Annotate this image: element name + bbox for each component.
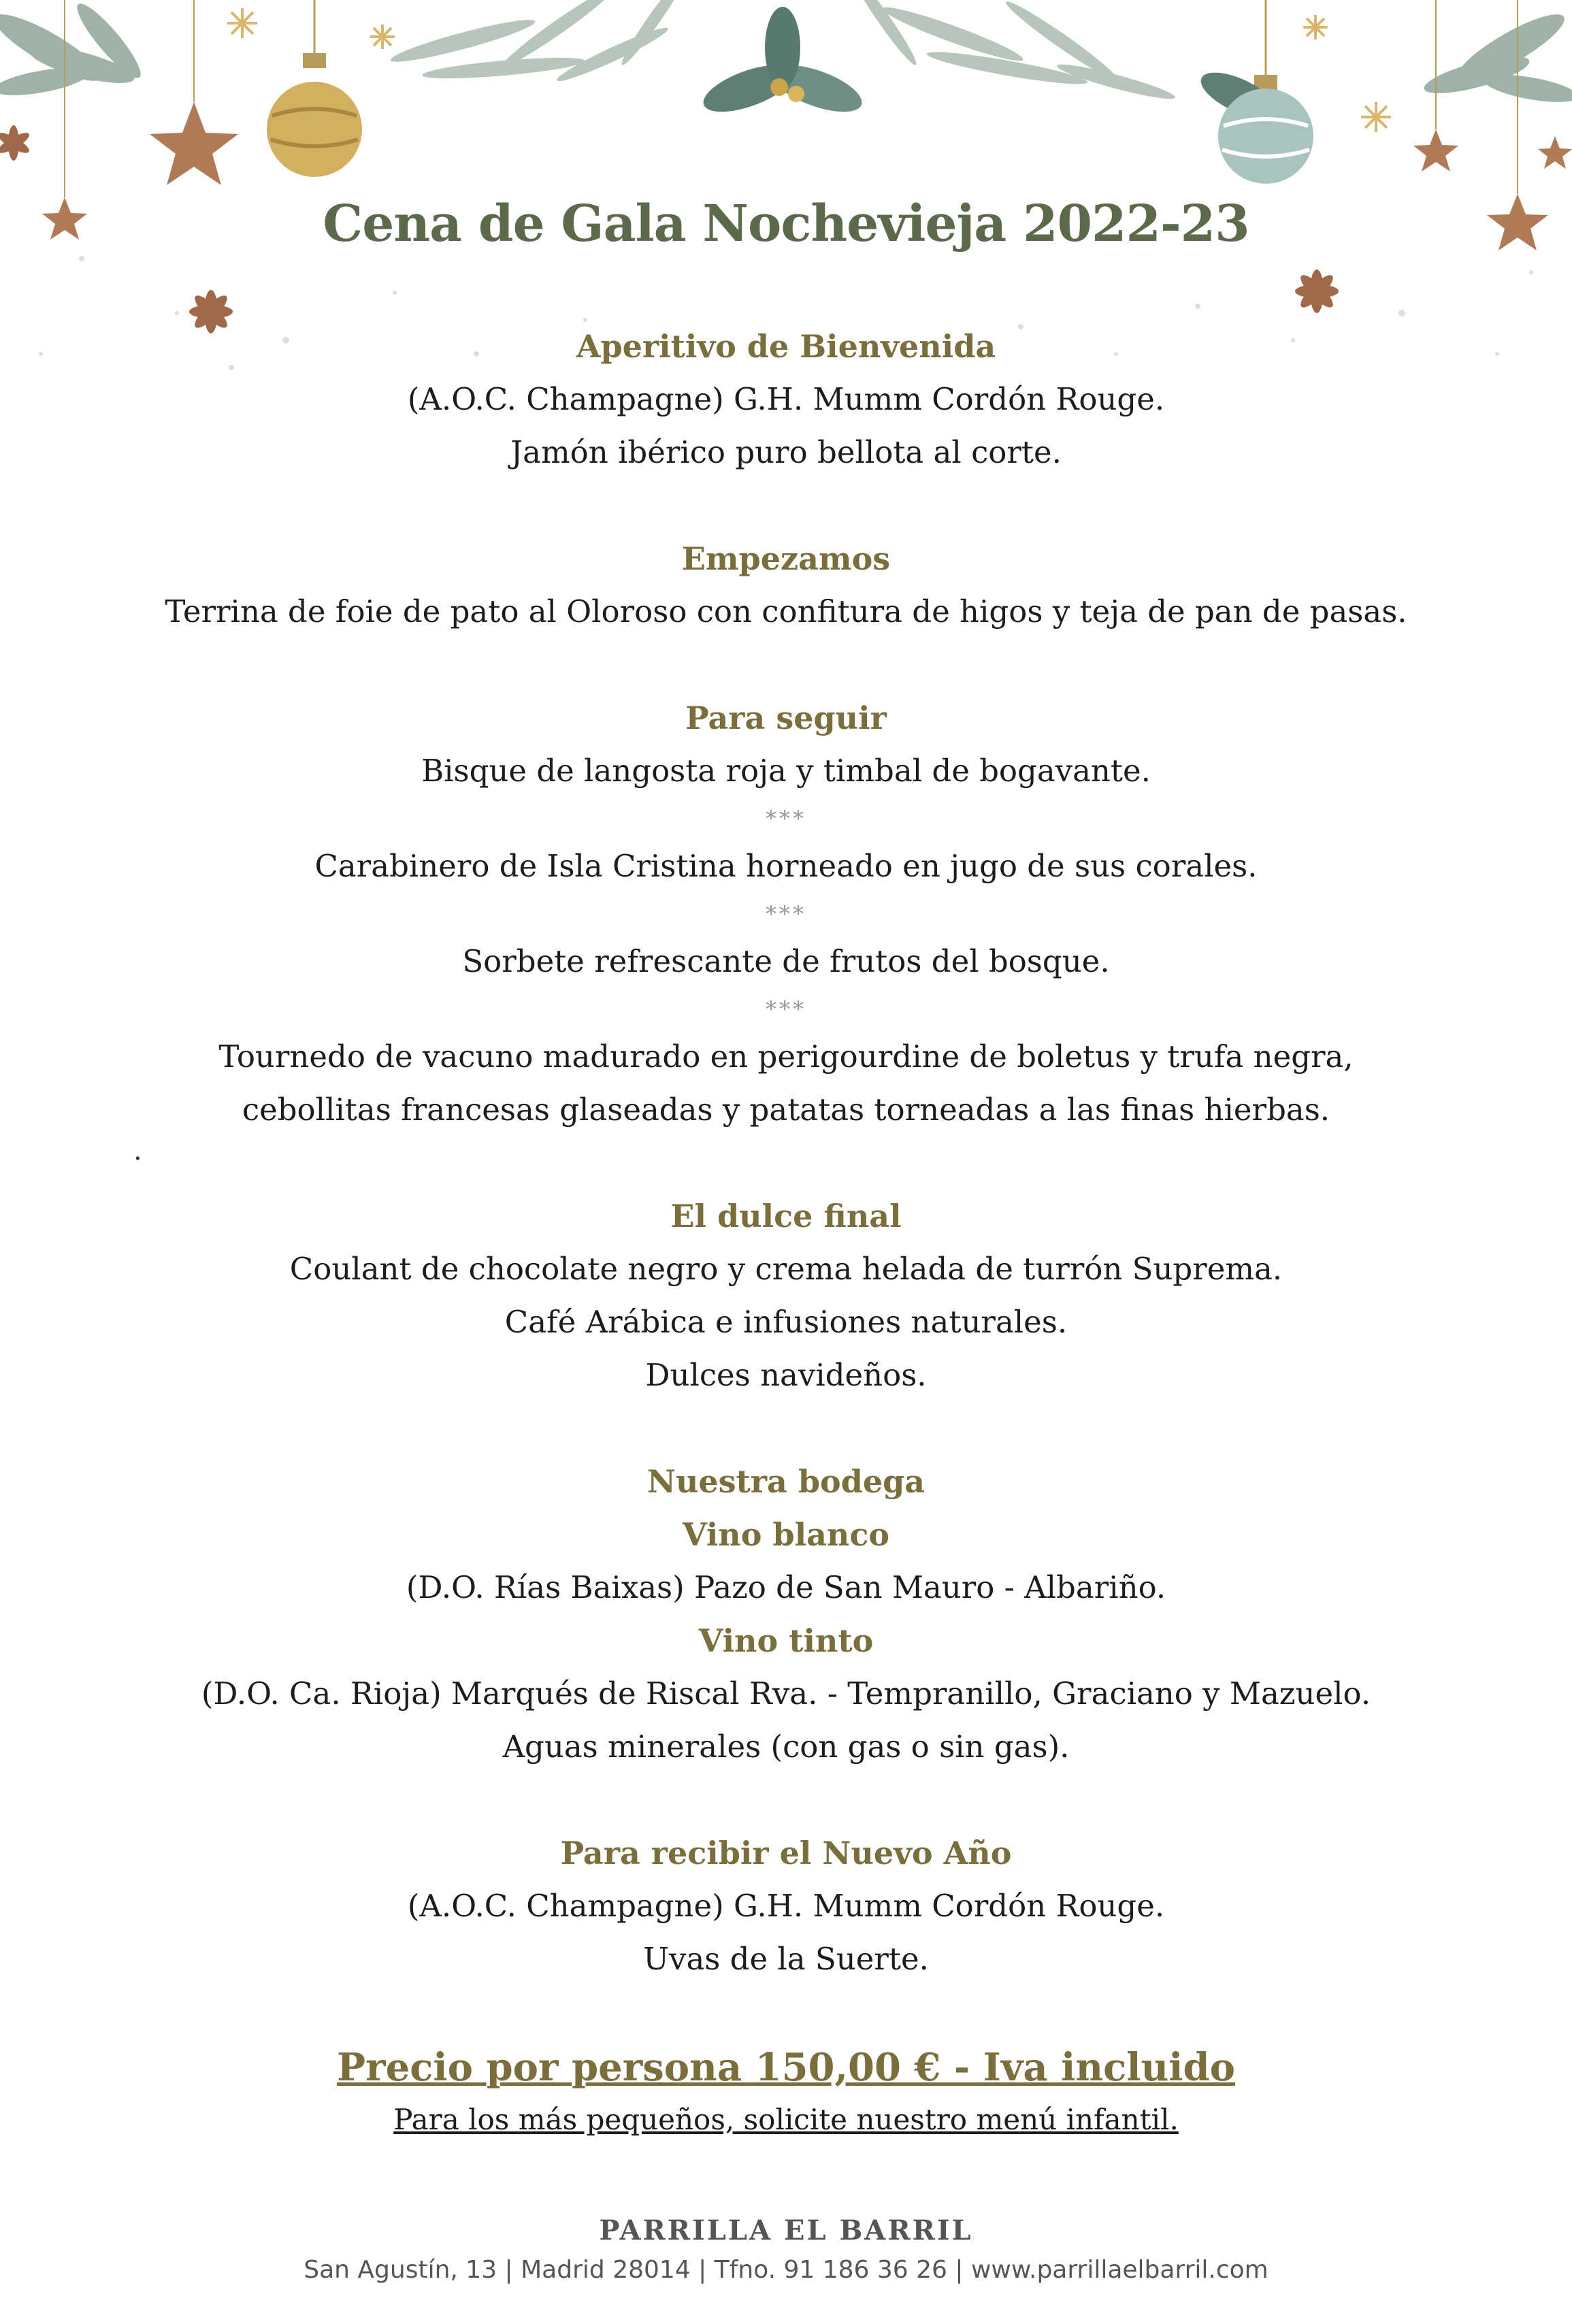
ornament-icon: [1194, 0, 1313, 184]
menu-item: Bisque de langosta roja y timbal de bogavante.: [421, 753, 1151, 789]
menu-item: (A.O.C. Champagne) G.H. Mumm Cordón Rouge.: [407, 1888, 1165, 1924]
section-heading-bodega: Nuestra bodega: [646, 1463, 926, 1500]
menu-item: Terrina de foie de pato al Oloroso con confitura de higos y teja de pan de pasas.: [165, 593, 1407, 629]
menu-item: Uvas de la Suerte.: [643, 1941, 929, 1977]
menu-item: Aguas minerales (con gas o sin gas).: [502, 1729, 1070, 1765]
leaf-icon: [1421, 4, 1572, 108]
menu-item: Coulant de chocolate negro y crema helada de turrón Suprema.: [289, 1251, 1283, 1287]
menu-item: cebollitas francesas glaseadas y patatas torneadas a las finas hierbas.: [242, 1092, 1330, 1128]
footer: [0, 2212, 1572, 2291]
subheading-vino-blanco: Vino blanco: [682, 1516, 890, 1553]
separator: ***: [766, 901, 806, 927]
section-heading-para-seguir: Para seguir: [685, 700, 887, 736]
section-heading-empezamos: Empezamos: [681, 540, 891, 577]
leaf-icon: [389, 0, 690, 86]
section-heading-aperitivo: Aperitivo de Bienvenida: [576, 328, 996, 365]
stray-dot: .: [133, 1135, 142, 1166]
wine-item: (D.O. Ca. Rioja) Marqués de Riscal Rva. - Tempranillo, Graciano y Mazuelo.: [201, 1675, 1371, 1712]
restaurant-contact: San Agustín, 13 | Madrid 28014 | Tfno. 91 186 36 26 | www.parrillaelbarril.com: [304, 2256, 1268, 2284]
section-heading-nuevo-ano: Para recibir el Nuevo Año: [560, 1835, 1012, 1871]
menu-item: Dulces navideños.: [645, 1357, 927, 1393]
ornament-icon: [267, 0, 362, 177]
menu-item: Café Arábica e infusiones naturales.: [504, 1304, 1068, 1340]
menu-item: Tournedo de vacuno madurado en perigourdine de boletus y trufa negra,: [218, 1038, 1354, 1075]
leaf-icon: [0, 0, 148, 101]
holly-icon: [698, 7, 867, 121]
section-heading-dulce-final: El dulce final: [670, 1198, 902, 1234]
menu-body: [0, 320, 1572, 2144]
wine-item: (D.O. Rías Baixas) Pazo de San Mauro - Albariño.: [406, 1569, 1166, 1605]
separator: ***: [766, 996, 806, 1022]
menu-item: (A.O.C. Champagne) G.H. Mumm Cordón Rouge.: [407, 381, 1165, 417]
page-title: Cena de Gala Nochevieja 2022-23: [323, 194, 1249, 253]
leaf-icon: [849, 0, 1177, 104]
restaurant-name: PARRILLA EL BARRIL: [599, 2214, 973, 2246]
menu-item: Sorbete refrescante de frutos del bosque.: [462, 943, 1110, 979]
menu-item: Carabinero de Isla Cristina horneado en jugo de sus corales.: [314, 848, 1258, 884]
menu-item: Jamón ibérico puro bellota al corte.: [510, 434, 1062, 470]
price: Precio por persona 150,00 € - Iva incluido: [336, 2045, 1236, 2090]
price-note: Para los más pequeños, solicite nuestro menú infantil.: [393, 2103, 1179, 2136]
separator: ***: [766, 806, 806, 832]
subheading-vino-tinto: Vino tinto: [698, 1622, 874, 1659]
